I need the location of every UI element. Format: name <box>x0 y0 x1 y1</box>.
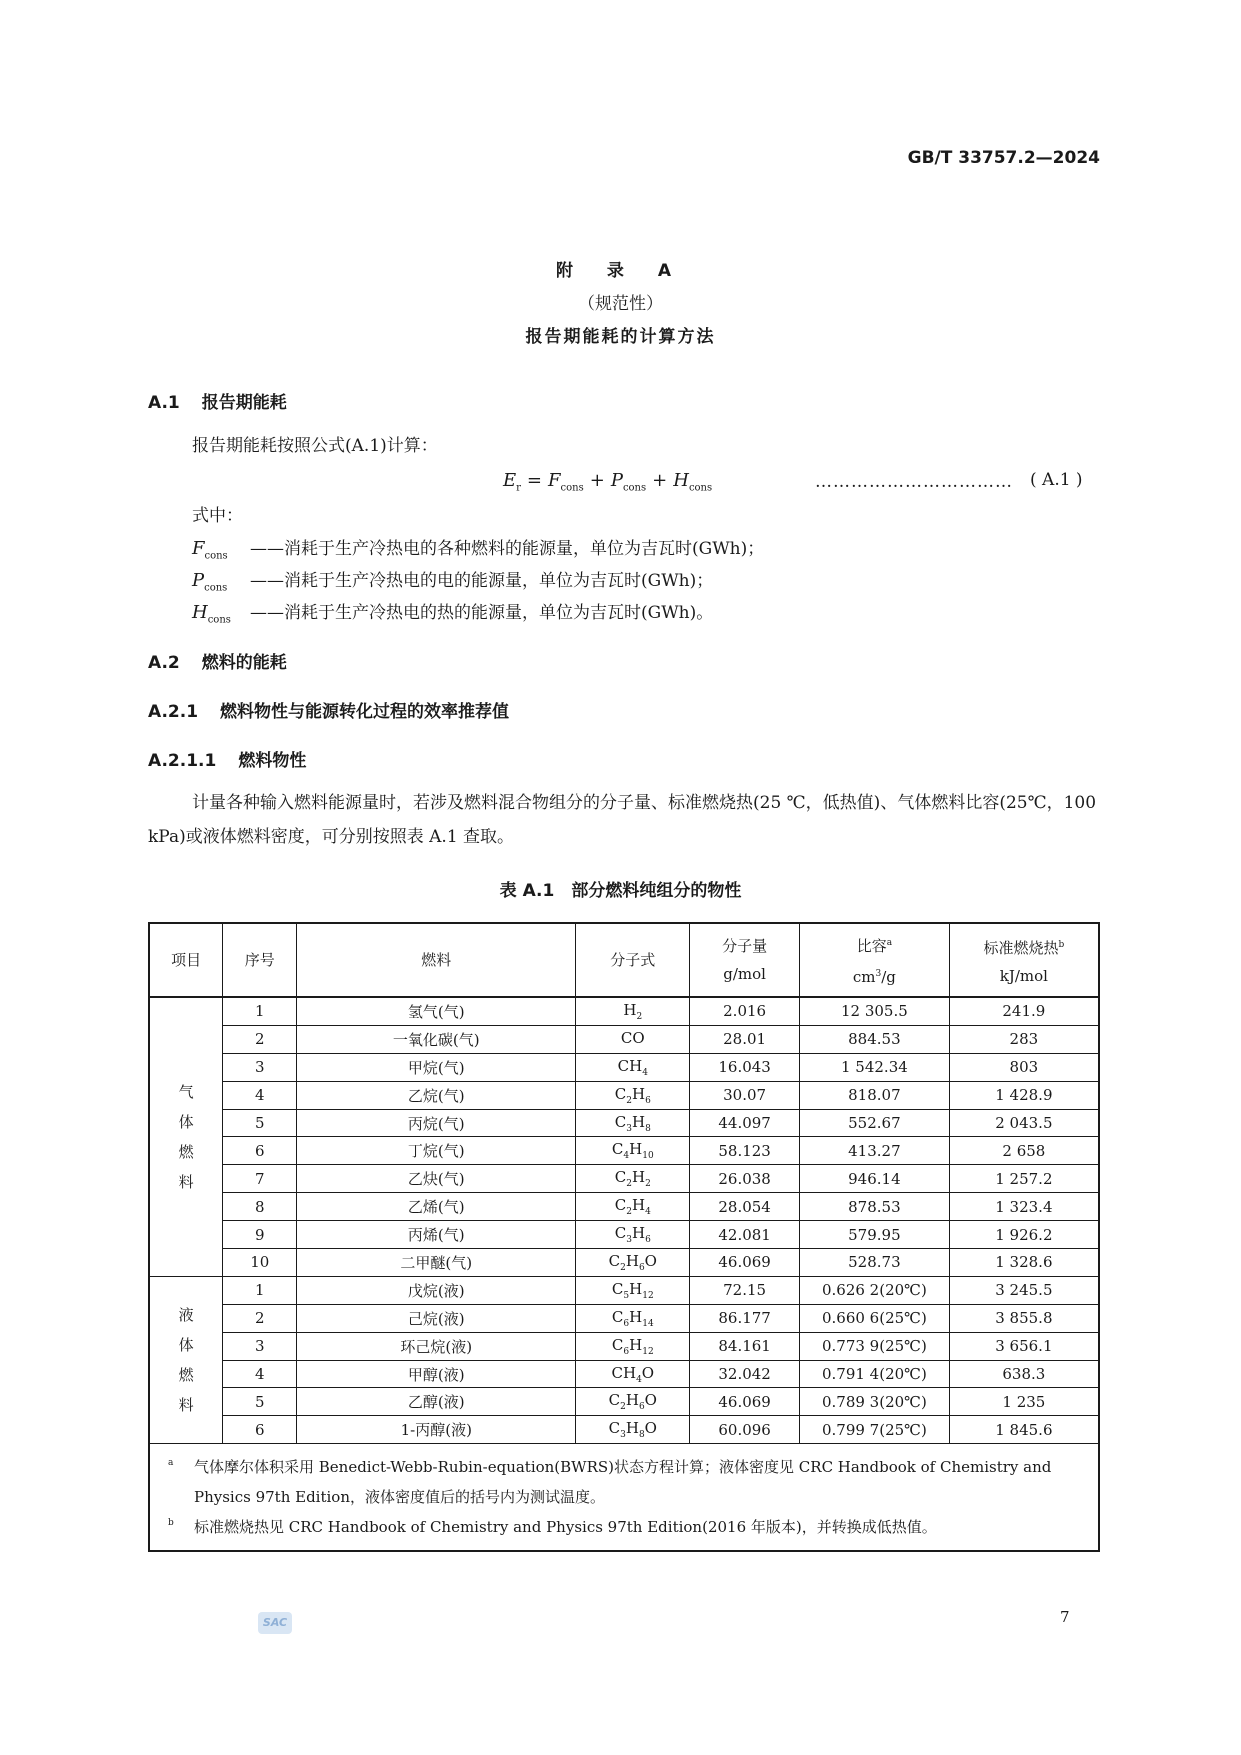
cell-seq: 5 <box>223 1109 297 1137</box>
table-row <box>149 1193 1099 1221</box>
section-title: 燃料的能耗 <box>201 653 287 673</box>
table-row <box>149 1137 1099 1165</box>
section-title: 燃料物性 <box>238 751 307 771</box>
formula-sub: cons <box>622 482 647 494</box>
cell-formula: $C_2H_6O$ <box>576 1388 690 1416</box>
variable-symbol: $H_{cons}$ <box>192 602 231 626</box>
cell-seq: 6 <box>223 1137 297 1165</box>
variable-desc: ——消耗于生产冷热电的热的能源量，单位为吉瓦时(GWh)。 <box>250 603 714 623</box>
table-body <box>149 997 1099 1444</box>
cell-heat-of-combustion: 3 656.1 <box>949 1332 1099 1360</box>
cell-fuel: 甲烷(气) <box>297 1053 576 1081</box>
cell-formula: $C_3H_8$ <box>576 1109 690 1137</box>
cell-seq: 1 <box>223 997 297 1025</box>
table-notes-row <box>149 1444 1099 1552</box>
cell-molecular-weight: 28.01 <box>690 1025 800 1053</box>
variable-definition <box>192 566 713 594</box>
cell-heat-of-combustion: 638.3 <box>949 1360 1099 1388</box>
cell-seq: 1 <box>223 1276 297 1304</box>
where-label: 式中： <box>192 506 243 526</box>
cell-specific-volume: 0.789 3(20℃) <box>800 1388 950 1416</box>
cell-seq: 3 <box>223 1332 297 1360</box>
cell-fuel: 乙炔(气) <box>297 1165 576 1193</box>
table-row <box>149 1416 1099 1444</box>
section-a21-heading <box>148 697 509 722</box>
cell-molecular-weight: 16.043 <box>690 1053 800 1081</box>
cell-heat-of-combustion: 1 257.2 <box>949 1165 1099 1193</box>
variable-desc: ——消耗于生产冷热电的电的能源量，单位为吉瓦时(GWh)； <box>250 571 714 591</box>
table-row <box>149 1025 1099 1053</box>
section-a1-heading <box>148 388 287 413</box>
appendix-type: （规范性） <box>578 294 663 314</box>
cell-molecular-weight: 46.069 <box>690 1388 800 1416</box>
formula-intro: 报告期能耗按照公式(A.1)计算： <box>192 436 438 456</box>
cell-formula: $C_3H_6$ <box>576 1221 690 1249</box>
table-row <box>149 1304 1099 1332</box>
formula-a1: $E_r = F_{cons} + P_{cons} + H_{cons}$ <box>503 470 713 494</box>
cell-heat-of-combustion: 1 428.9 <box>949 1081 1099 1109</box>
variable-desc: ——消耗于生产冷热电的各种燃料的能源量，单位为吉瓦时(GWh)； <box>250 539 765 559</box>
cell-formula: $CH_4$ <box>576 1053 690 1081</box>
cell-fuel: 环己烷(液) <box>297 1332 576 1360</box>
cell-molecular-weight: 86.177 <box>690 1304 800 1332</box>
cell-specific-volume: 818.07 <box>800 1081 950 1109</box>
cell-fuel: 甲醇(液) <box>297 1360 576 1388</box>
cell-molecular-weight: 26.038 <box>690 1165 800 1193</box>
cell-seq: 9 <box>223 1221 297 1249</box>
cell-molecular-weight: 32.042 <box>690 1360 800 1388</box>
section-a211-heading <box>148 746 306 771</box>
cell-formula: CO <box>576 1025 690 1053</box>
cell-formula: $C_5H_{12}$ <box>576 1276 690 1304</box>
cell-fuel: 丁烷(气) <box>297 1137 576 1165</box>
table-row <box>149 1081 1099 1109</box>
table-row <box>149 1053 1099 1081</box>
cell-formula: $CH_4O$ <box>576 1360 690 1388</box>
cell-molecular-weight: 28.054 <box>690 1193 800 1221</box>
cell-fuel: 二甲醚(气) <box>297 1249 576 1277</box>
variable-definition <box>192 598 713 626</box>
cell-molecular-weight: 46.069 <box>690 1249 800 1277</box>
cell-specific-volume: 0.660 6(25℃) <box>800 1304 950 1332</box>
formula-sub: cons <box>560 482 584 494</box>
cell-seq: 7 <box>223 1165 297 1193</box>
cell-seq: 8 <box>223 1193 297 1221</box>
cell-fuel: 丙烯(气) <box>297 1221 576 1249</box>
cell-seq: 4 <box>223 1081 297 1109</box>
cell-fuel: 丙烷(气) <box>297 1109 576 1137</box>
header-fuel: 燃料 <box>297 923 576 997</box>
header-seq: 序号 <box>223 923 297 997</box>
table-row <box>149 1360 1099 1388</box>
variable-definition <box>192 534 764 562</box>
table-row <box>149 1388 1099 1416</box>
cell-formula: $C_2H_4$ <box>576 1193 690 1221</box>
section-title: 报告期能耗 <box>201 393 287 413</box>
cell-specific-volume: 0.773 9(25℃) <box>800 1332 950 1360</box>
formula-leader-dots: …………………………… <box>815 472 1013 492</box>
cell-formula: $C_6H_{14}$ <box>576 1304 690 1332</box>
cell-heat-of-combustion: 803 <box>949 1053 1099 1081</box>
formula-term-h: H <box>673 470 689 491</box>
cell-molecular-weight: 2.016 <box>690 997 800 1025</box>
cell-molecular-weight: 72.15 <box>690 1276 800 1304</box>
formula-lhs: E <box>503 470 517 491</box>
header-formula: 分子式 <box>576 923 690 997</box>
cell-heat-of-combustion: 1 235 <box>949 1388 1099 1416</box>
cell-seq: 4 <box>223 1360 297 1388</box>
cell-molecular-weight: 42.081 <box>690 1221 800 1249</box>
cell-fuel: 乙醇(液) <box>297 1388 576 1416</box>
cell-seq: 3 <box>223 1053 297 1081</box>
cell-fuel: 1-丙醇(液) <box>297 1416 576 1444</box>
cell-formula: $C_2H_6O$ <box>576 1249 690 1277</box>
cell-specific-volume: 878.53 <box>800 1193 950 1221</box>
table-row <box>149 1332 1099 1360</box>
cell-fuel: 己烷(液) <box>297 1304 576 1332</box>
cell-heat-of-combustion: 3 245.5 <box>949 1276 1099 1304</box>
section-number: A.2.1 <box>148 702 199 722</box>
header-molecular-weight: 分子量 g/mol <box>690 923 800 997</box>
table-row <box>149 997 1099 1025</box>
table-header-row <box>149 923 1099 997</box>
table-row <box>149 1109 1099 1137</box>
table-title: 表 A.1 部分燃料纯组分的物性 <box>499 881 742 901</box>
sac-watermark-logo: SAC <box>258 1612 292 1634</box>
variable-symbol: $F_{cons}$ <box>192 538 228 562</box>
cell-molecular-weight: 60.096 <box>690 1416 800 1444</box>
section-number: A.2 <box>148 653 180 673</box>
cell-fuel: 一氧化碳(气) <box>297 1025 576 1053</box>
cell-seq: 2 <box>223 1025 297 1053</box>
cell-heat-of-combustion: 1 323.4 <box>949 1193 1099 1221</box>
fuel-properties-table <box>148 922 1100 1552</box>
appendix-title: 附 录 A <box>556 261 685 281</box>
section-title: 燃料物性与能源转化过程的效率推荐值 <box>220 702 510 722</box>
cell-seq: 2 <box>223 1304 297 1332</box>
cell-molecular-weight: 44.097 <box>690 1109 800 1137</box>
cell-heat-of-combustion: 283 <box>949 1025 1099 1053</box>
cell-formula: $C_3H_8O$ <box>576 1416 690 1444</box>
cell-specific-volume: 413.27 <box>800 1137 950 1165</box>
header-item: 项目 <box>149 923 223 997</box>
cell-seq: 5 <box>223 1388 297 1416</box>
cell-specific-volume: 579.95 <box>800 1221 950 1249</box>
cell-specific-volume: 946.14 <box>800 1165 950 1193</box>
cell-heat-of-combustion: 2 043.5 <box>949 1109 1099 1137</box>
table-note: a 气体摩尔体积采用 Benedict-Webb-Rubin-equation(BWRS)状态方程计算；液体密度见 CRC Handbook of Chemistry and Physics 97th Edition，液体密度值后的括号内为测试温度。 <box>168 1458 1052 1507</box>
cell-specific-volume: 12 305.5 <box>800 997 950 1025</box>
cell-specific-volume: 528.73 <box>800 1249 950 1277</box>
section-a2-heading <box>148 648 287 673</box>
cell-fuel: 氢气(气) <box>297 997 576 1025</box>
cell-formula: $C_4H_{10}$ <box>576 1137 690 1165</box>
formula-term-f: F <box>548 470 561 491</box>
formula-lhs-sub: r <box>516 482 521 494</box>
formula-number: ( A.1 ) <box>1030 470 1083 490</box>
table-row <box>149 1221 1099 1249</box>
cell-heat-of-combustion: 3 855.8 <box>949 1304 1099 1332</box>
cell-fuel: 乙烯(气) <box>297 1193 576 1221</box>
section-number: A.1 <box>148 393 180 413</box>
cell-heat-of-combustion: 1 328.6 <box>949 1249 1099 1277</box>
cell-specific-volume: 1 542.34 <box>800 1053 950 1081</box>
cell-seq: 10 <box>223 1249 297 1277</box>
cell-heat-of-combustion: 2 658 <box>949 1137 1099 1165</box>
header-heat-of-combustion: 标准燃烧热$^b$ kJ/mol <box>949 923 1099 997</box>
cell-fuel: 乙烷(气) <box>297 1081 576 1109</box>
cell-seq: 6 <box>223 1416 297 1444</box>
cell-heat-of-combustion: 241.9 <box>949 997 1099 1025</box>
table-row <box>149 1249 1099 1277</box>
cell-formula: $C_2H_2$ <box>576 1165 690 1193</box>
variable-symbol: $P_{cons}$ <box>192 570 228 594</box>
formula-sub: cons <box>688 482 713 494</box>
cell-specific-volume: 884.53 <box>800 1025 950 1053</box>
cell-molecular-weight: 58.123 <box>690 1137 800 1165</box>
page-number: 7 <box>1060 1608 1070 1626</box>
cell-formula: $C_6H_{12}$ <box>576 1332 690 1360</box>
table-note: b 标准燃烧热见 CRC Handbook of Chemistry and Physics 97th Edition(2016 年版本)，并转换成低热值。 <box>168 1518 937 1537</box>
cell-heat-of-combustion: 1 845.6 <box>949 1416 1099 1444</box>
cell-formula: $H_2$ <box>576 997 690 1025</box>
cell-heat-of-combustion: 1 926.2 <box>949 1221 1099 1249</box>
cell-formula: $C_2H_6$ <box>576 1081 690 1109</box>
formula-term-p: P <box>610 470 623 491</box>
group-label: 气 体 燃 料 <box>149 997 223 1276</box>
header-specific-volume: 比容$^a$ $cm^3/g$ <box>800 923 950 997</box>
cell-specific-volume: 0.791 4(20℃) <box>800 1360 950 1388</box>
table-row <box>149 1276 1099 1304</box>
cell-molecular-weight: 84.161 <box>690 1332 800 1360</box>
cell-specific-volume: 552.67 <box>800 1109 950 1137</box>
section-number: A.2.1.1 <box>148 751 217 771</box>
cell-fuel: 戊烷(液) <box>297 1276 576 1304</box>
group-label: 液 体 燃 料 <box>149 1276 223 1443</box>
table-row <box>149 1165 1099 1193</box>
appendix-name: 报告期能耗的计算方法 <box>525 327 716 347</box>
cell-specific-volume: 0.626 2(20℃) <box>800 1276 950 1304</box>
cell-specific-volume: 0.799 7(25℃) <box>800 1416 950 1444</box>
cell-molecular-weight: 30.07 <box>690 1081 800 1109</box>
standard-code: GB/T 33757.2—2024 <box>907 148 1100 168</box>
table-notes <box>149 1444 1099 1552</box>
body-paragraph: 计量各种输入燃料能源量时，若涉及燃料混合物组分的分子量、标准燃烧热(25 ℃，低热值)、气体燃料比容(25℃，100 kPa)或液体燃料密度，可分别按照表 A.1 查取。 <box>148 793 1097 847</box>
